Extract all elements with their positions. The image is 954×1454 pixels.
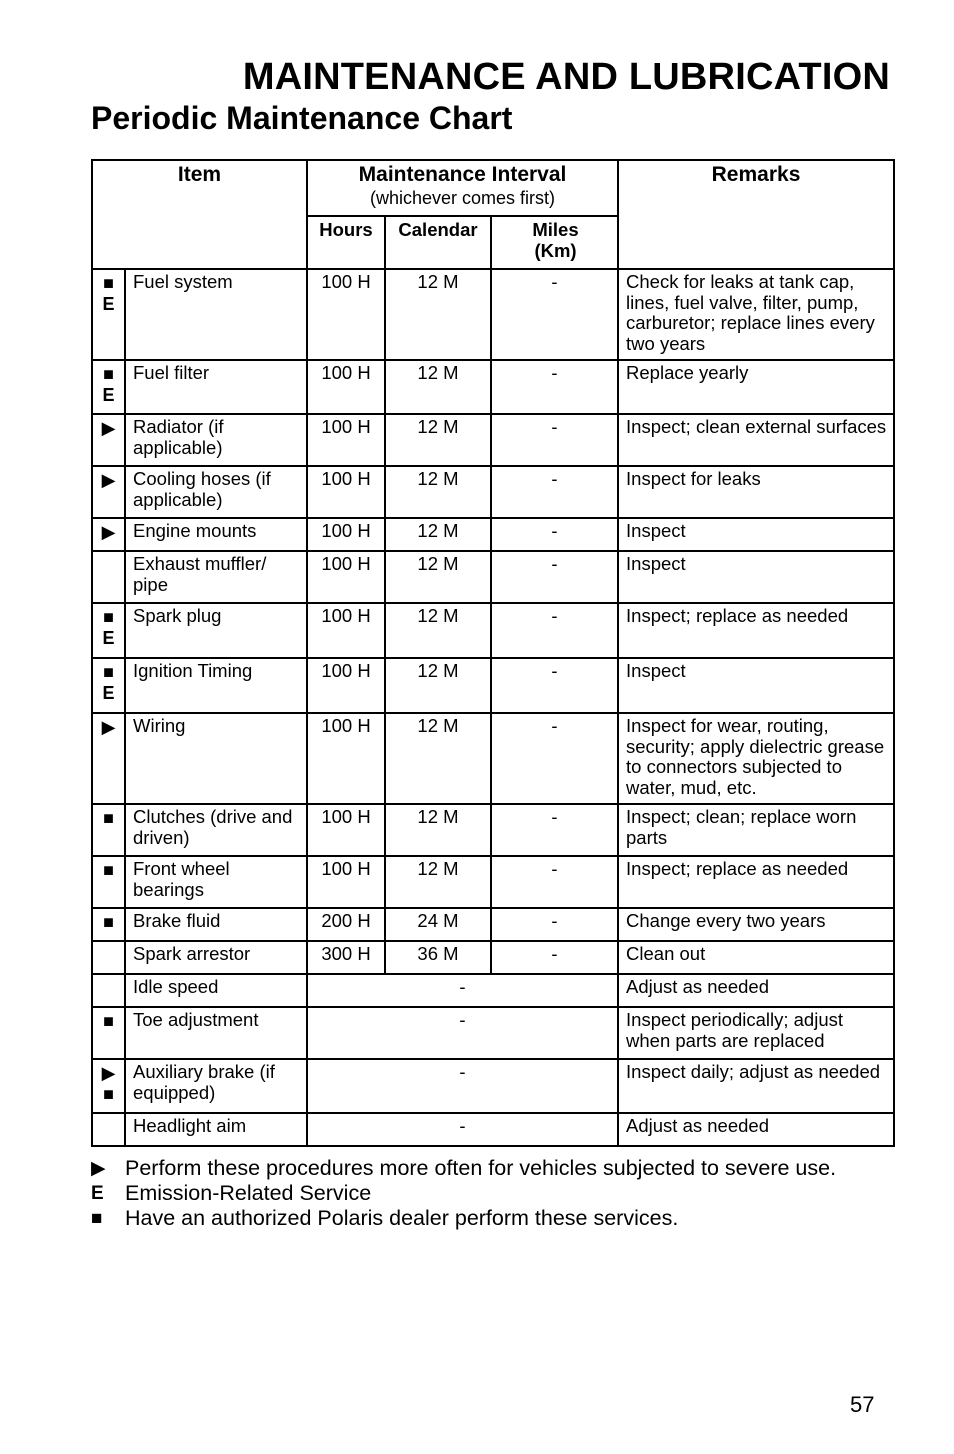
table-row [92,1113,894,1146]
cell-interval: - [307,1059,618,1113]
cell-calendar: 12 M [385,856,491,908]
cell-calendar: 12 M [385,658,491,713]
square-icon: ■ [103,273,114,293]
cell-remarks: Replace yearly [618,360,894,414]
table-row [92,856,894,908]
table-row [92,269,894,360]
cell-remarks: Clean out [618,941,894,974]
table-row [92,466,894,518]
triangle-icon: ▶ [101,522,116,542]
cell-remarks: Inspect daily; adjust as needed [618,1059,894,1113]
square-icon: ■ [103,364,114,384]
cell-calendar: 24 M [385,908,491,941]
legend-text: Have an authorized Polaris dealer perform these services. [125,1206,679,1230]
cell-calendar: 12 M [385,713,491,804]
cell-hours: 100 H [307,269,385,360]
row-symbols [92,1113,125,1146]
square-icon: ■ [103,662,114,682]
cell-remarks: Adjust as needed [618,1113,894,1146]
row-symbols [92,1007,125,1059]
header-miles: Miles (Km) [491,216,618,269]
cell-hours: 100 H [307,414,385,466]
table-row [92,1059,894,1113]
cell-remarks: Check for leaks at tank cap, lines, fuel valve, filter, pump, carburetor; replace lines every two years [618,269,894,360]
square-icon: ■ [103,808,114,828]
section-title: Periodic Maintenance Chart [91,100,513,136]
header-hours: Hours [307,216,385,269]
row-symbols [92,269,125,360]
table-row [92,713,894,804]
row-symbols [92,908,125,941]
row-symbols [92,466,125,518]
square-icon: ■ [91,1208,103,1229]
cell-item: Fuel filter [125,360,307,414]
cell-item: Auxiliary brake (if equipped) [125,1059,307,1113]
cell-remarks: Inspect for wear, routing, security; apply dielectric grease to connectors subjected to water, mud, etc. [618,713,894,804]
cell-interval: - [307,1113,618,1146]
cell-calendar: 12 M [385,603,491,658]
cell-miles: - [491,941,618,974]
cell-remarks: Inspect; clean; replace worn parts [618,804,894,856]
table-row [92,603,894,658]
cell-calendar: 36 M [385,941,491,974]
square-icon: ■ [103,607,114,627]
square-icon: ■ [103,1084,114,1104]
square-icon: ■ [103,1011,114,1031]
row-symbols [92,856,125,908]
cell-miles: - [491,908,618,941]
cell-item: Exhaust muffler/ pipe [125,551,307,603]
table-row [92,804,894,856]
cell-calendar: 12 M [385,414,491,466]
emission-icon: E [102,683,115,703]
cell-item: Front wheel bearings [125,856,307,908]
row-symbols [92,551,125,603]
cell-remarks: Inspect [618,658,894,713]
table-row [92,360,894,414]
cell-item: Toe adjustment [125,1007,307,1059]
cell-remarks: Inspect; clean external surfaces [618,414,894,466]
cell-item: Headlight aim [125,1113,307,1146]
table-row [92,658,894,713]
emission-icon: E [102,294,115,314]
triangle-icon: ▶ [101,1063,116,1083]
cell-hours: 300 H [307,941,385,974]
cell-item: Brake fluid [125,908,307,941]
cell-hours: 100 H [307,603,385,658]
row-symbols [92,974,125,1007]
cell-item: Ignition Timing [125,658,307,713]
cell-remarks: Adjust as needed [618,974,894,1007]
header-interval-label: Maintenance Interval [358,163,567,186]
cell-calendar: 12 M [385,360,491,414]
cell-miles: - [491,551,618,603]
cell-item: Wiring [125,713,307,804]
table-row [92,908,894,941]
cell-item: Radiator (if applicable) [125,414,307,466]
page-number: 57 [850,1392,875,1417]
cell-calendar: 12 M [385,269,491,360]
row-symbols [92,658,125,713]
page-title: MAINTENANCE AND LUBRICATION [242,56,890,98]
legend-item [91,1206,911,1231]
cell-miles: - [491,658,618,713]
cell-remarks: Inspect [618,518,894,551]
row-symbols [92,804,125,856]
triangle-icon: ▶ [91,1158,106,1179]
cell-remarks: Change every two years [618,908,894,941]
header-calendar: Calendar [385,216,491,269]
header-remarks: Remarks [618,160,894,269]
cell-remarks: Inspect for leaks [618,466,894,518]
cell-miles: - [491,269,618,360]
cell-miles: - [491,804,618,856]
cell-item: Cooling hoses (if applicable) [125,466,307,518]
cell-hours: 100 H [307,551,385,603]
cell-item: Engine mounts [125,518,307,551]
table-row [92,551,894,603]
table-row [92,941,894,974]
square-icon: ■ [103,912,114,932]
cell-interval: - [307,974,618,1007]
row-symbols [92,941,125,974]
row-symbols [92,603,125,658]
legend-text: Perform these procedures more often for vehicles subjected to severe use. [125,1156,837,1180]
emission-icon: E [91,1183,104,1204]
cell-item: Fuel system [125,269,307,360]
header-item: Item [92,160,307,269]
cell-item: Clutches (drive and driven) [125,804,307,856]
cell-miles: - [491,856,618,908]
cell-remarks: Inspect [618,551,894,603]
cell-remarks: Inspect; replace as needed [618,856,894,908]
cell-calendar: 12 M [385,551,491,603]
table-row [92,414,894,466]
row-symbols [92,1059,125,1113]
cell-miles: - [491,518,618,551]
cell-calendar: 12 M [385,804,491,856]
header-interval-note: (whichever comes first) [369,188,556,208]
cell-hours: 100 H [307,466,385,518]
cell-hours: 100 H [307,658,385,713]
cell-item: Spark arrestor [125,941,307,974]
emission-icon: E [102,385,115,405]
cell-interval: - [307,1007,618,1059]
row-symbols [92,360,125,414]
cell-calendar: 12 M [385,466,491,518]
cell-hours: 100 H [307,518,385,551]
cell-item: Idle speed [125,974,307,1007]
triangle-icon: ▶ [101,418,116,438]
triangle-icon: ▶ [101,717,116,737]
emission-icon: E [102,628,115,648]
table-row [92,1007,894,1059]
cell-miles: - [491,603,618,658]
row-symbols [92,518,125,551]
legend-item [91,1181,911,1206]
table-row [92,974,894,1007]
cell-miles: - [491,713,618,804]
cell-remarks: Inspect periodically; adjust when parts are replaced [618,1007,894,1059]
cell-hours: 200 H [307,908,385,941]
cell-hours: 100 H [307,360,385,414]
cell-miles: - [491,360,618,414]
maintenance-chart-table [91,159,895,1147]
table-row [92,518,894,551]
cell-calendar: 12 M [385,518,491,551]
cell-hours: 100 H [307,713,385,804]
cell-item: Spark plug [125,603,307,658]
header-maintenance-interval [307,160,618,216]
legend-item [91,1156,911,1181]
legend-text: Emission-Related Service [125,1181,372,1205]
row-symbols [92,713,125,804]
legend [91,1156,911,1231]
cell-remarks: Inspect; replace as needed [618,603,894,658]
cell-miles: - [491,414,618,466]
square-icon: ■ [103,860,114,880]
chart-body [92,269,894,1146]
cell-hours: 100 H [307,856,385,908]
cell-miles: - [491,466,618,518]
triangle-icon: ▶ [101,470,116,490]
cell-hours: 100 H [307,804,385,856]
row-symbols [92,414,125,466]
